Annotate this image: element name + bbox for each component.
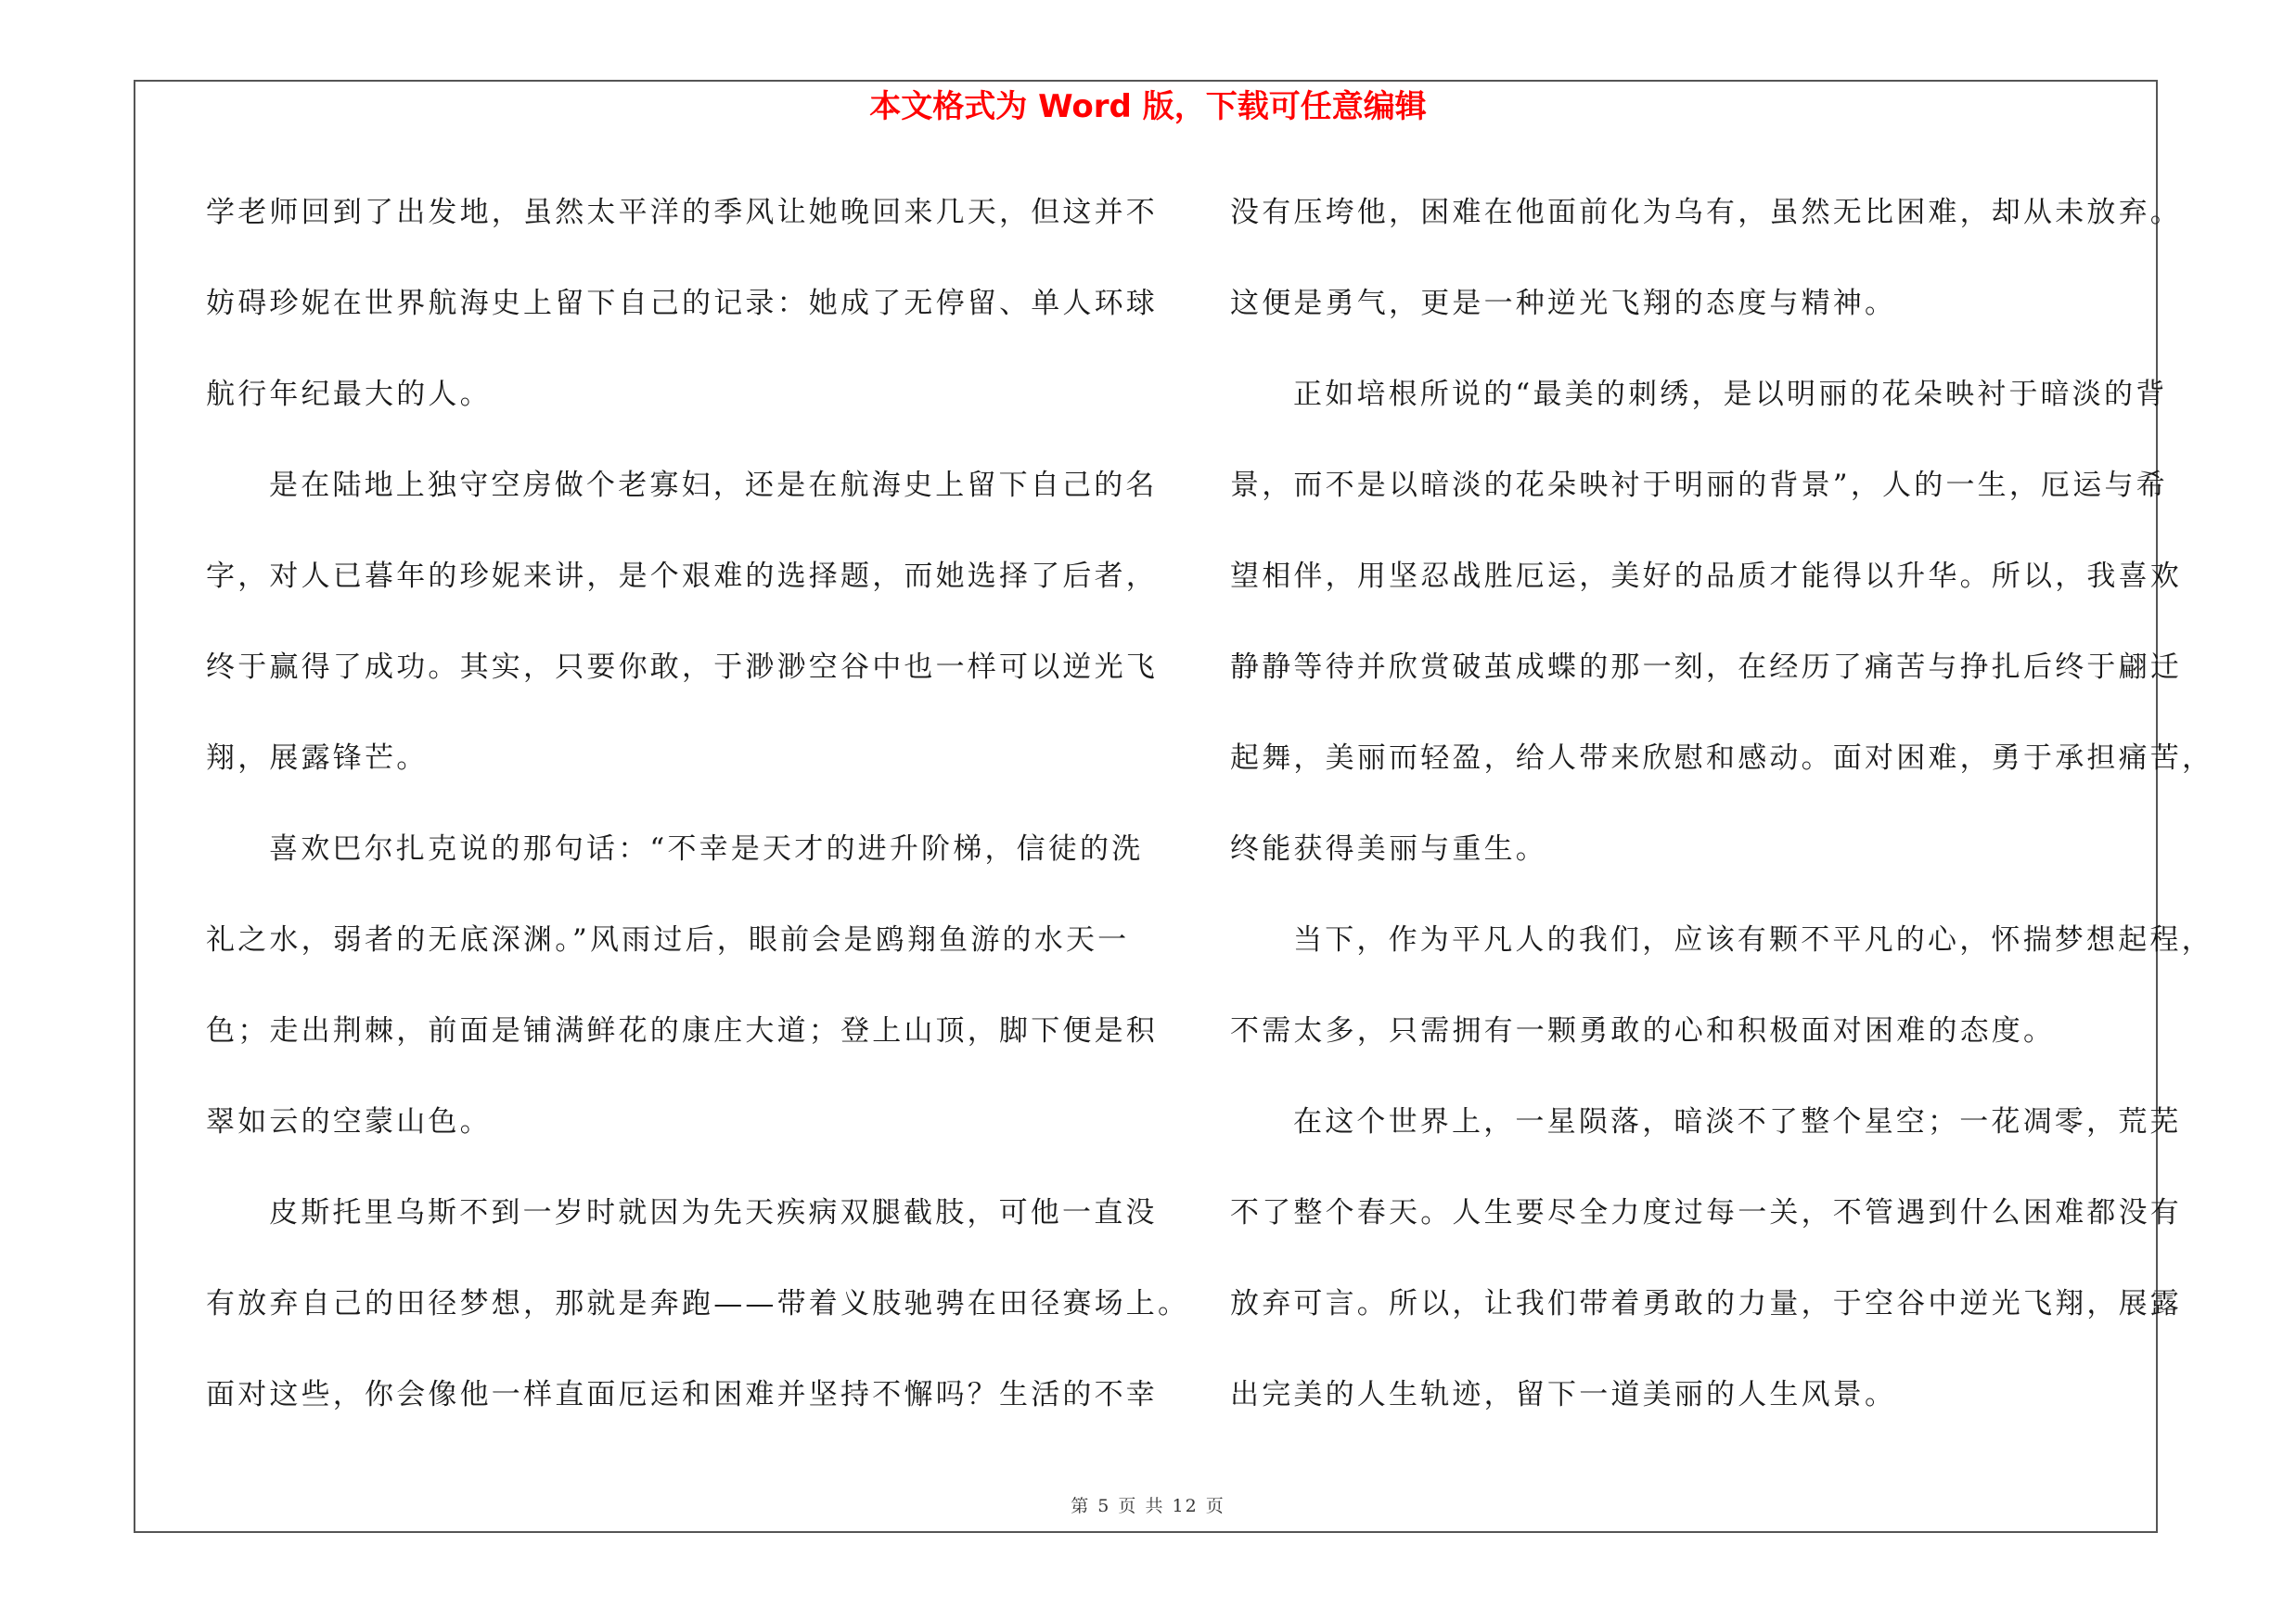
text-line: 字，对人已暮年的珍妮来讲，是个艰难的选择题，而她选择了后者， [206, 560, 1158, 593]
text-line: 静静等待并欣赏破茧成蝶的那一刻，在经历了痛苦与挣扎后终于翩迁 [1230, 650, 2182, 684]
right-column [1230, 182, 2214, 1455]
text-line: 皮斯托里乌斯不到一岁时就因为先天疾病双腿截肢，可他一直没 [269, 1196, 1158, 1230]
text-line: 望相伴，用坚忍战胜厄运，美好的品质才能得以升华。所以，我喜欢 [1230, 560, 2182, 593]
text-line: 放弃可言。所以，让我们带着勇敢的力量，于空谷中逆光飞翔，展露 [1230, 1287, 2182, 1320]
text-line: 起舞，美丽而轻盈，给人带来欣慰和感动。面对困难，勇于承担痛苦， [1230, 741, 2214, 775]
page-number-footer: 第 5 页 共 12 页 [1071, 1496, 1225, 1516]
text-line: 终于赢得了成功。其实，只要你敢，于渺渺空谷中也一样可以逆光飞 [206, 650, 1158, 684]
text-line: 妨碍珍妮在世界航海史上留下自己的记录：她成了无停留、单人环球 [206, 287, 1158, 320]
text-line: 是在陆地上独守空房做个老寡妇，还是在航海史上留下自己的名 [269, 469, 1158, 502]
text-line: 面对这些，你会像他一样直面厄运和困难并坚持不懈吗？生活的不幸 [206, 1378, 1158, 1411]
text-line: 翠如云的空蒙山色。 [206, 1105, 492, 1139]
text-line: 翔，展露锋芒。 [206, 741, 429, 775]
text-line: 有放弃自己的田径梦想，那就是奔跑——带着义肢驰骋在田径赛场上。 [206, 1287, 1190, 1320]
text-line: 景，而不是以暗淡的花朵映衬于明丽的背景”，人的一生，厄运与希 [1230, 469, 2168, 502]
text-line: 不了整个春天。人生要尽全力度过每一关，不管遇到什么困难都没有 [1230, 1196, 2182, 1230]
text-line: 学老师回到了出发地，虽然太平洋的季风让她晚回来几天，但这并不 [206, 196, 1158, 229]
text-line: 这便是勇气，更是一种逆光飞翔的态度与精神。 [1230, 287, 1897, 320]
text-line: 正如培根所说的“最美的刺绣，是以明丽的花朵映衬于暗淡的背 [1293, 378, 2168, 411]
text-line: 喜欢巴尔扎克说的那句话：“不幸是天才的进升阶梯，信徒的洗 [269, 832, 1144, 866]
text-line: 在这个世界上，一星陨落，暗淡不了整个星空；一花凋零，荒芜 [1293, 1105, 2182, 1139]
text-line: 出完美的人生轨迹，留下一道美丽的人生风景。 [1230, 1378, 1897, 1411]
text-line: 礼之水，弱者的无底深渊。”风雨过后，眼前会是鸥翔鱼游的水天一 [206, 923, 1130, 957]
text-line: 航行年纪最大的人。 [206, 378, 492, 411]
text-line: 色；走出荆棘，前面是铺满鲜花的康庄大道；登上山顶，脚下便是积 [206, 1014, 1158, 1048]
left-column [206, 182, 1190, 1455]
text-line: 不需太多，只需拥有一颗勇敢的心和积极面对困难的态度。 [1230, 1014, 2056, 1048]
text-line: 当下，作为平凡人的我们，应该有颗不平凡的心，怀揣梦想起程， [1293, 923, 2213, 957]
text-line: 没有压垮他，困难在他面前化为乌有，虽然无比困难，却从未放弃。 [1230, 196, 2182, 229]
text-line: 终能获得美丽与重生。 [1230, 832, 1547, 866]
format-banner: 本文格式为 Word 版，下载可任意编辑 [869, 88, 1427, 125]
